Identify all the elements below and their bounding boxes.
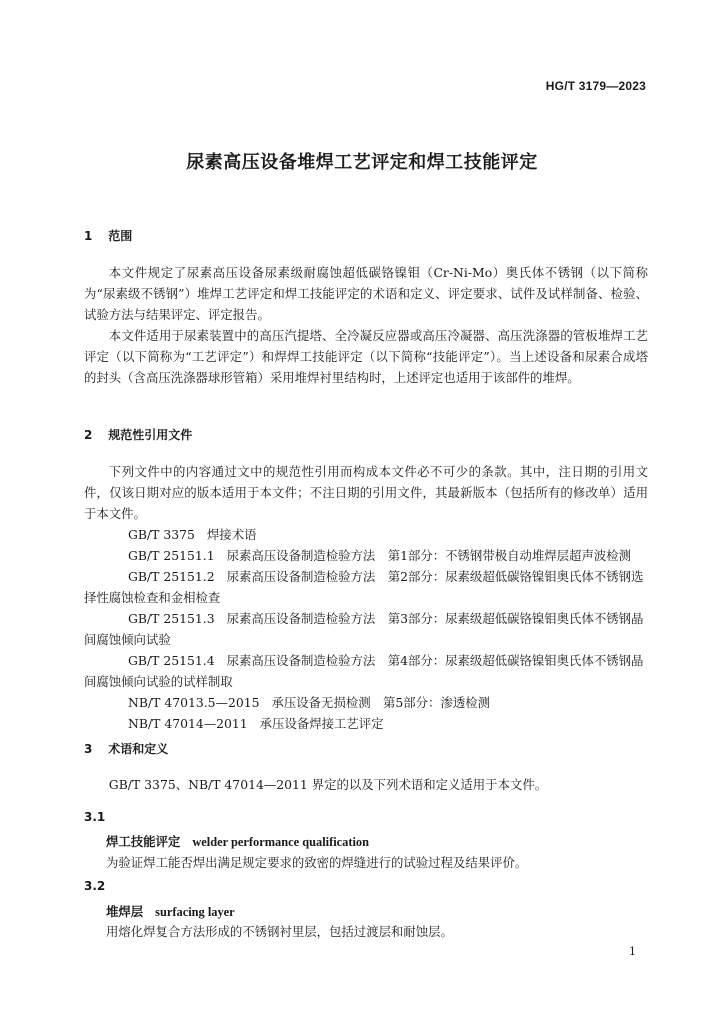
reference-code: NB/T 47013.5—2015 xyxy=(128,695,260,710)
reference-item xyxy=(84,650,648,692)
section-1-paragraph-1: 本文件规定了尿素高压设备尿素级耐腐蚀超低碳铬镍钼（Cr-Ni-Mo）奥氏体不锈钢（以下简称为“尿素级不锈钢”）堆焊工艺评定和焊工技能评定的术语和定义、评定要求、试件及试样制备、检验、试验方法与结果评定、评定报告。 xyxy=(84,265,648,322)
term-english: welder performance qualification xyxy=(192,835,369,849)
reference-item xyxy=(84,524,648,545)
reference-title: 承压设备无损检测 第5部分：渗透检测 xyxy=(271,695,491,710)
term-3-1 xyxy=(106,832,369,850)
section-2-heading xyxy=(84,426,192,443)
term-3-2-number: 3.2 xyxy=(84,879,106,893)
document-title: 尿素高压设备堆焊工艺评定和焊工技能评定 xyxy=(186,152,538,173)
reference-code: GB/T 25151.1 xyxy=(128,548,215,563)
section-1-number: 1 xyxy=(84,229,93,243)
term-3-2-definition: 用熔化焊复合方法形成的不锈钢衬里层，包括过渡层和耐蚀层。 xyxy=(106,924,453,939)
reference-code: GB/T 25151.4 xyxy=(128,653,215,668)
page-number: 1 xyxy=(629,945,636,958)
section-3-heading xyxy=(84,740,168,757)
reference-title: 焊接术语 xyxy=(206,527,257,542)
reference-title: 尿素高压设备制造检验方法 第3部分：尿素级超低碳铬镍钼奥氏体不锈钢晶间腐蚀倾向试验 xyxy=(84,611,644,647)
term-3-2 xyxy=(106,902,235,920)
normative-references-list xyxy=(84,524,648,734)
term-3-1-number: 3.1 xyxy=(84,810,106,824)
term-chinese: 焊工技能评定 xyxy=(106,834,181,849)
reference-item xyxy=(84,608,648,650)
reference-title: 尿素高压设备制造检验方法 第1部分：不锈钢带极自动堆焊层超声波检测 xyxy=(226,548,632,563)
reference-title: 承压设备焊接工艺评定 xyxy=(259,716,384,731)
section-3-number: 3 xyxy=(84,742,93,756)
standard-code: HG/T 3179—2023 xyxy=(545,79,646,93)
section-1-heading xyxy=(84,227,132,244)
reference-item xyxy=(84,692,648,713)
reference-code: GB/T 25151.3 xyxy=(128,611,215,626)
reference-item xyxy=(84,713,648,734)
reference-item xyxy=(84,545,648,566)
section-1-paragraph-2: 本文件适用于尿素装置中的高压汽提塔、全冷凝反应器或高压冷凝器、高压洗涤器的管板堆焊工艺评定（以下简称为“工艺评定”）和焊焊工技能评定（以下简称“技能评定”）。当上述设备和尿素合成塔的封头（含高压洗涤器球形管箱）采用堆焊衬里结构时，上述评定也适用于该部件的堆焊。 xyxy=(84,328,648,385)
section-1-title: 范围 xyxy=(108,229,133,243)
reference-code: GB/T 25151.2 xyxy=(128,569,215,584)
section-2-title: 规范性引用文件 xyxy=(108,428,193,442)
reference-item xyxy=(84,566,648,608)
section-3-title: 术语和定义 xyxy=(108,742,169,756)
term-chinese: 堆焊层 xyxy=(106,904,144,919)
term-3-1-definition: 为验证焊工能否焊出满足规定要求的致密的焊缝进行的试验过程及结果评价。 xyxy=(106,855,528,870)
section-2-number: 2 xyxy=(84,428,93,442)
reference-title: 尿素高压设备制造检验方法 第4部分：尿素级超低碳铬镍钼奥氏体不锈钢晶间腐蚀倾向试验的试样制取 xyxy=(84,653,644,689)
section-2-intro: 下列文件中的内容通过文中的规范性引用而构成本文件必不可少的条款。其中，注日期的引用文件，仅该日期对应的版本适用于本文件；不注日期的引用文件，其最新版本（包括所有的修改单）适用于本文件。 xyxy=(84,464,648,521)
reference-title: 尿素高压设备制造检验方法 第2部分：尿素级超低碳铬镍钼奥氏体不锈钢选择性腐蚀检查和金相检查 xyxy=(84,569,644,605)
section-3-intro: GB/T 3375、NB/T 47014—2011 界定的以及下列术语和定义适用于本文件。 xyxy=(108,777,548,792)
reference-code: NB/T 47014—2011 xyxy=(128,716,248,731)
reference-code: GB/T 3375 xyxy=(128,527,195,542)
term-english: surfacing layer xyxy=(155,905,235,919)
